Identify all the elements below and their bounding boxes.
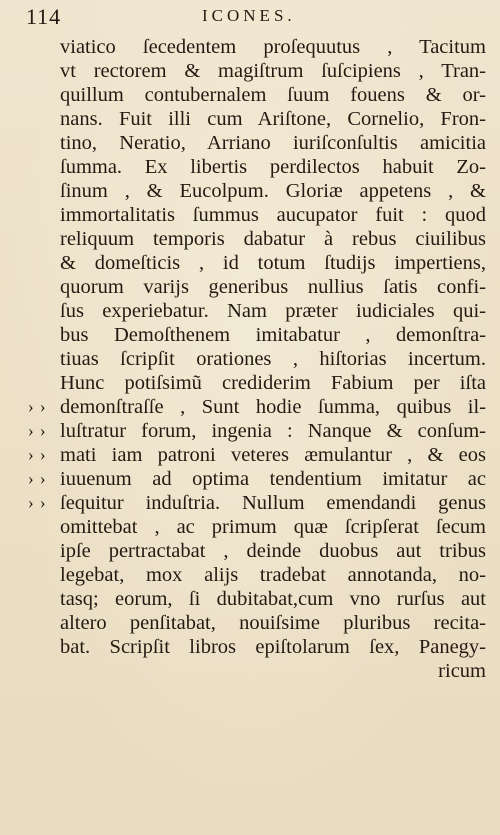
line-text: Hunc potiſsimũ crediderim Fabium per iſta <box>60 372 486 394</box>
line-text: mati iam patroni veteres æmulantur , & eos <box>60 444 486 466</box>
line-text: ſus experiebatur. Nam præter iudiciales qui- <box>60 300 486 322</box>
line-text: quorum varijs generibus nullius ſatis confi- <box>60 276 486 298</box>
line-text: legebat, mox alijs tradebat annotanda, no- <box>60 564 486 586</box>
line-text: vt rectorem & magiſtrum ſuſcipiens , Tran- <box>60 60 486 82</box>
line-text: immortalitatis ſummus aucupator fuit : quod <box>60 204 486 226</box>
line-text: ſinum , & Eucolpum. Gloriæ appetens , & <box>60 180 486 202</box>
text-line <box>0 155 500 179</box>
text-line <box>0 539 500 563</box>
line-text: reliquum temporis dabatur à rebus ciuilibus <box>60 228 486 250</box>
quote-mark: › › <box>28 421 47 440</box>
line-text: tiuas ſcripſit orationes , hiſtorias incertum. <box>60 348 486 370</box>
page-number: 114 <box>26 4 62 29</box>
line-text: bat. Scripſit libros epiſtolarum ſex, Panegy- <box>60 636 486 658</box>
line-text: demonſtraſſe , Sunt hodie ſumma, quibus il- <box>60 396 486 418</box>
text-line <box>0 371 500 395</box>
quote-mark: › › <box>28 493 47 512</box>
text-line <box>0 467 500 491</box>
text-line <box>0 59 500 83</box>
line-text: ſequitur induſtria. Nullum emendandi genus <box>60 492 486 514</box>
line-text: tino, Neratio, Arriano iuriſconſultis amicitia <box>60 132 486 154</box>
quote-mark: › › <box>28 445 47 464</box>
text-line <box>0 83 500 107</box>
text-line <box>0 419 500 443</box>
line-text: ipſe pertractabat , deinde duobus aut tribus <box>60 540 486 562</box>
text-line <box>0 251 500 275</box>
text-line <box>0 203 500 227</box>
line-text: tasq; eorum, ſi dubitabat,cum vno rurſus aut <box>60 588 486 610</box>
text-line <box>0 563 500 587</box>
text-line <box>0 275 500 299</box>
text-line <box>0 35 500 59</box>
line-text: iuuenum ad optima tendentium imitatur ac <box>60 468 486 490</box>
running-head: ICONES. <box>202 6 296 25</box>
text-line <box>0 107 500 131</box>
line-text: ſumma. Ex libertis perdilectos habuit Zo- <box>60 156 486 178</box>
line-text: omittebat , ac primum quæ ſcripſerat ſecum <box>60 516 486 538</box>
line-text: bus Demoſthenem imitabatur , demonſtra- <box>60 324 486 346</box>
text-line <box>0 635 500 659</box>
text-line <box>0 395 500 419</box>
text-line <box>0 611 500 635</box>
text-line <box>0 131 500 155</box>
line-text: quillum contubernalem ſuum fouens & or- <box>60 84 486 106</box>
text-line <box>0 587 500 611</box>
text-line <box>0 491 500 515</box>
text-line <box>0 179 500 203</box>
text-line <box>0 299 500 323</box>
page-header <box>26 4 474 30</box>
text-line <box>0 227 500 251</box>
quote-mark: › › <box>28 469 47 488</box>
line-text: altero penſitabat, nouiſsime pluribus recita- <box>60 612 486 634</box>
quote-mark: › › <box>28 397 47 416</box>
catchword-line <box>0 659 500 683</box>
text-line <box>0 515 500 539</box>
text-line <box>0 347 500 371</box>
line-text: nans. Fuit illi cum Ariſtone, Cornelio, Fron- <box>60 108 486 130</box>
line-text: & domeſticis , id totum ſtudijs impertiens, <box>60 252 486 274</box>
line-text: viatico ſecedentem proſequutus , Tacitum <box>60 36 486 58</box>
catchword: ricum <box>438 660 486 682</box>
text-line <box>0 323 500 347</box>
body-text <box>0 35 500 683</box>
text-line <box>0 443 500 467</box>
line-text: luſtratur forum, ingenia : Nanque & conſum- <box>60 420 486 442</box>
